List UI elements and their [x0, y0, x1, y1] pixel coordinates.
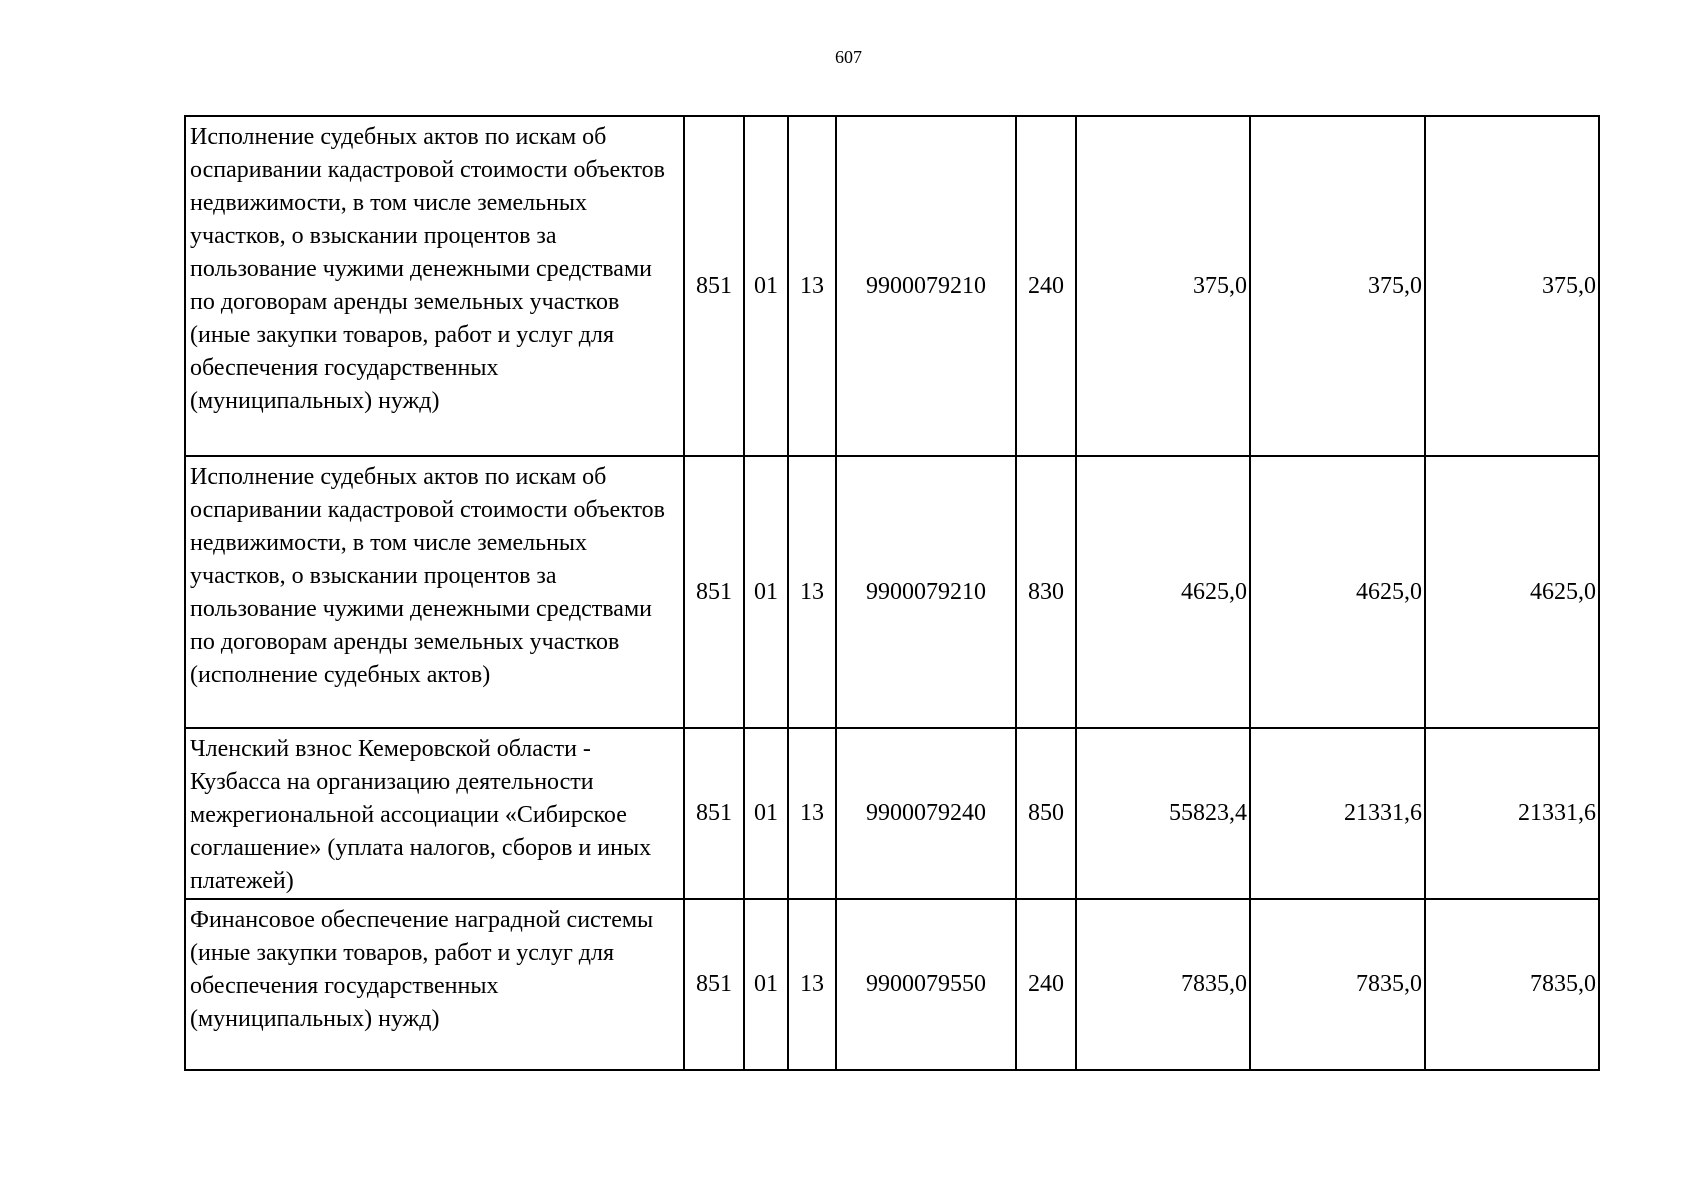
- cell-amount-2: 7835,0: [1250, 899, 1425, 1070]
- budget-table: [184, 115, 1600, 1071]
- cell-amount-3: 375,0: [1425, 116, 1599, 456]
- cell-amount-1: 375,0: [1076, 116, 1250, 456]
- cell-amount-3: 4625,0: [1425, 456, 1599, 728]
- cell-ministry: 851: [684, 456, 744, 728]
- cell-amount-1: 7835,0: [1076, 899, 1250, 1070]
- cell-subsection: 13: [788, 899, 836, 1070]
- cell-expense-type: 830: [1016, 456, 1076, 728]
- cell-expense-type: 240: [1016, 899, 1076, 1070]
- cell-ministry: 851: [684, 728, 744, 899]
- cell-description: Финансовое обеспечение наградной системы (иные закупки товаров, работ и услуг для обеспечения государственных (муниципальных) нужд): [185, 899, 684, 1070]
- cell-amount-1: 55823,4: [1076, 728, 1250, 899]
- cell-ministry: 851: [684, 899, 744, 1070]
- cell-amount-3: 21331,6: [1425, 728, 1599, 899]
- table-row: [185, 116, 1599, 456]
- cell-section: 01: [744, 728, 788, 899]
- cell-description: Членский взнос Кемеровской области - Кузбасса на организацию деятельности межрегиональной ассоциации «Сибирское соглашение» (уплата налогов, сборов и иных платежей): [185, 728, 684, 899]
- cell-description: Исполнение судебных актов по искам об оспаривании кадастровой стоимости объектов недвижимости, в том числе земельных участков, о взыскании процентов за пользование чужими денежными средствами по договорам аренды земельных участков (исполнение судебных актов): [185, 456, 684, 728]
- table-row: [185, 728, 1599, 899]
- cell-description: Исполнение судебных актов по искам об оспаривании кадастровой стоимости объектов недвижимости, в том числе земельных участков, о взыскании процентов за пользование чужими денежными средствами по договорам аренды земельных участков (иные закупки товаров, работ и услуг для обеспечения государственных (муниципальных) нужд): [185, 116, 684, 456]
- cell-subsection: 13: [788, 728, 836, 899]
- table-row: [185, 899, 1599, 1070]
- cell-ministry: 851: [684, 116, 744, 456]
- cell-target-article: 9900079240: [836, 728, 1016, 899]
- cell-amount-3: 7835,0: [1425, 899, 1599, 1070]
- cell-amount-2: 4625,0: [1250, 456, 1425, 728]
- cell-section: 01: [744, 456, 788, 728]
- cell-section: 01: [744, 899, 788, 1070]
- cell-subsection: 13: [788, 456, 836, 728]
- cell-amount-1: 4625,0: [1076, 456, 1250, 728]
- cell-subsection: 13: [788, 116, 836, 456]
- cell-amount-2: 375,0: [1250, 116, 1425, 456]
- page-number: 607: [835, 47, 862, 67]
- cell-expense-type: 240: [1016, 116, 1076, 456]
- cell-expense-type: 850: [1016, 728, 1076, 899]
- cell-target-article: 9900079210: [836, 456, 1016, 728]
- table-row: [185, 456, 1599, 728]
- cell-target-article: 9900079210: [836, 116, 1016, 456]
- cell-amount-2: 21331,6: [1250, 728, 1425, 899]
- cell-target-article: 9900079550: [836, 899, 1016, 1070]
- cell-section: 01: [744, 116, 788, 456]
